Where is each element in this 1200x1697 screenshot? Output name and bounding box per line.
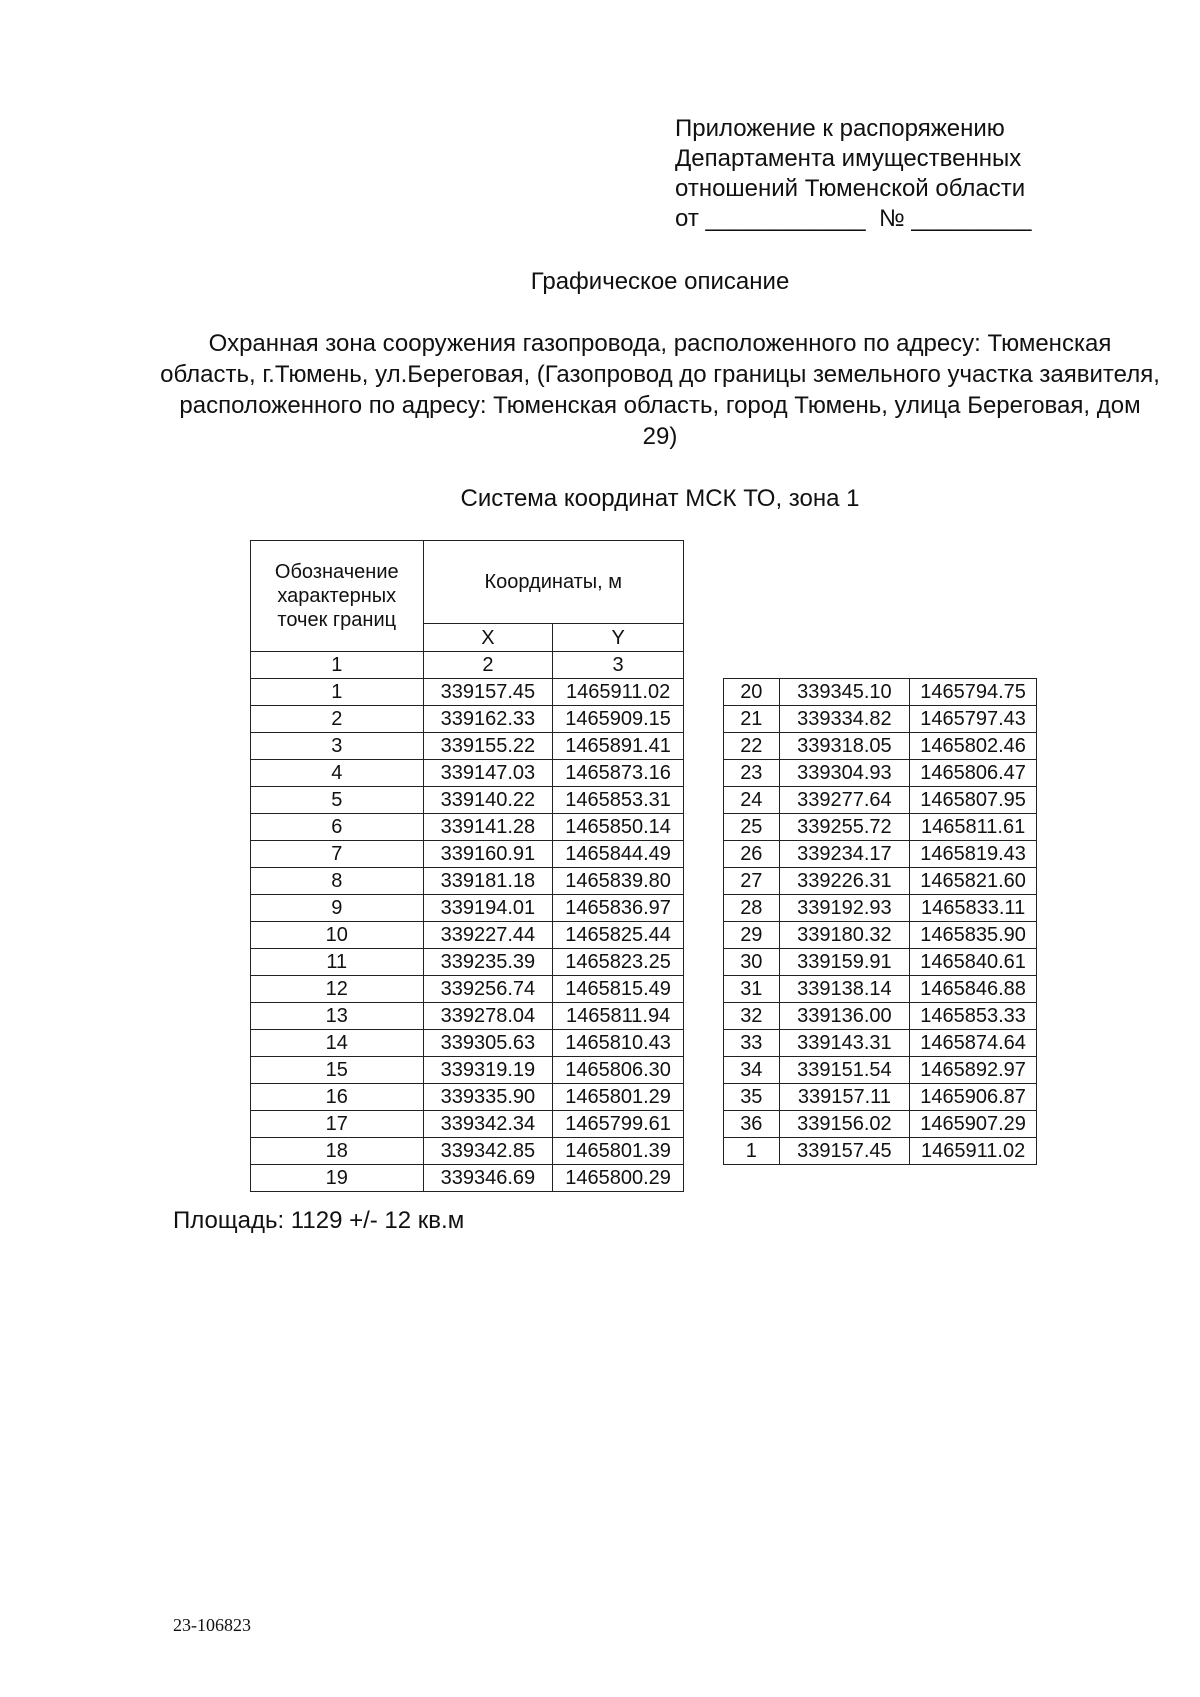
- cell-x: 339138.14: [779, 976, 910, 1003]
- cell-x: 339159.91: [779, 949, 910, 976]
- table-row: [251, 976, 684, 1003]
- cell-point: 34: [724, 1057, 780, 1084]
- table-row: [251, 679, 684, 706]
- table-row: [251, 814, 684, 841]
- cell-point: 35: [724, 1084, 780, 1111]
- annex-line-2: Департамента имущественных: [675, 145, 1022, 172]
- cell-x: 339277.64: [779, 787, 910, 814]
- cell-point: 28: [724, 895, 780, 922]
- cell-x: 339346.69: [423, 1165, 553, 1192]
- cell-x: 339278.04: [423, 1003, 553, 1030]
- cell-x: 339157.45: [779, 1138, 910, 1165]
- table-row: [724, 895, 1037, 922]
- cell-point: 4: [251, 760, 424, 787]
- table-row: [724, 949, 1037, 976]
- table-row: [251, 760, 684, 787]
- cell-point: 15: [251, 1057, 424, 1084]
- cell-x: 339318.05: [779, 733, 910, 760]
- cell-y: 1465821.60: [910, 868, 1037, 895]
- annex-line-1: Приложение к распоряжению: [675, 115, 1005, 142]
- cell-x: 339335.90: [423, 1084, 553, 1111]
- cell-point: 14: [251, 1030, 424, 1057]
- cell-point: 13: [251, 1003, 424, 1030]
- cell-x: 339157.45: [423, 679, 553, 706]
- cell-point: 24: [724, 787, 780, 814]
- table-row: [724, 976, 1037, 1003]
- coordinates-table-left: [250, 540, 684, 1192]
- cell-point: 33: [724, 1030, 780, 1057]
- table-row: [724, 706, 1037, 733]
- cell-point: 25: [724, 814, 780, 841]
- cell-x: 339305.63: [423, 1030, 553, 1057]
- cell-y: 1465811.94: [553, 1003, 684, 1030]
- cell-x: 339342.34: [423, 1111, 553, 1138]
- coords-header: Координаты, м: [423, 541, 683, 624]
- cell-x: 339226.31: [779, 868, 910, 895]
- column-number-row: [251, 652, 684, 679]
- cell-point: 12: [251, 976, 424, 1003]
- annex-header: [675, 114, 1032, 234]
- cell-y: 1465806.47: [910, 760, 1037, 787]
- table-row: [251, 922, 684, 949]
- document-title: Графическое описание: [530, 268, 790, 295]
- cell-y: 1465811.61: [910, 814, 1037, 841]
- cell-x: 339136.00: [779, 1003, 910, 1030]
- cell-point: 36: [724, 1111, 780, 1138]
- cell-y: 1465815.49: [553, 976, 684, 1003]
- table-row: [724, 760, 1037, 787]
- x-header: X: [423, 624, 553, 652]
- cell-point: 5: [251, 787, 424, 814]
- cell-x: 339157.11: [779, 1084, 910, 1111]
- table-row: [724, 841, 1037, 868]
- table-row: [724, 1084, 1037, 1111]
- table-row: [724, 1003, 1037, 1030]
- cell-point: 22: [724, 733, 780, 760]
- cell-point: 30: [724, 949, 780, 976]
- cell-x: 339140.22: [423, 787, 553, 814]
- cell-y: 1465833.11: [910, 895, 1037, 922]
- cell-y: 1465906.87: [910, 1084, 1037, 1111]
- cell-y: 1465801.29: [553, 1084, 684, 1111]
- cell-point: 21: [724, 706, 780, 733]
- cell-point: 1: [724, 1138, 780, 1165]
- cell-y: 1465840.61: [910, 949, 1037, 976]
- cell-y: 1465807.95: [910, 787, 1037, 814]
- cell-y: 1465909.15: [553, 706, 684, 733]
- table-row: [724, 814, 1037, 841]
- cell-x: 339334.82: [779, 706, 910, 733]
- cell-point: 6: [251, 814, 424, 841]
- cell-x: 339160.91: [423, 841, 553, 868]
- table-row: [251, 949, 684, 976]
- column-number-1: 1: [251, 652, 424, 679]
- cell-x: 339151.54: [779, 1057, 910, 1084]
- cell-y: 1465801.39: [553, 1138, 684, 1165]
- cell-y: 1465794.75: [910, 679, 1037, 706]
- cell-y: 1465874.64: [910, 1030, 1037, 1057]
- table-row: [251, 1084, 684, 1111]
- cell-x: 339319.19: [423, 1057, 553, 1084]
- table-row: [251, 706, 684, 733]
- table-row: [724, 679, 1037, 706]
- table-row: [251, 868, 684, 895]
- cell-x: 339234.17: [779, 841, 910, 868]
- table-row: [251, 895, 684, 922]
- cell-point: 8: [251, 868, 424, 895]
- cell-y: 1465891.41: [553, 733, 684, 760]
- cell-x: 339342.85: [423, 1138, 553, 1165]
- cell-point: 1: [251, 679, 424, 706]
- cell-x: 339235.39: [423, 949, 553, 976]
- document-number: 23-106823: [173, 1615, 251, 1635]
- cell-y: 1465835.90: [910, 922, 1037, 949]
- cell-x: 339345.10: [779, 679, 910, 706]
- cell-y: 1465873.16: [553, 760, 684, 787]
- cell-y: 1465797.43: [910, 706, 1037, 733]
- cell-y: 1465853.31: [553, 787, 684, 814]
- table-row: [724, 1138, 1037, 1165]
- area-text: Площадь: 1129 +/- 12 кв.м: [173, 1207, 465, 1234]
- cell-point: 20: [724, 679, 780, 706]
- cell-y: 1465823.25: [553, 949, 684, 976]
- y-header: Y: [553, 624, 684, 652]
- column-number-2: 2: [423, 652, 553, 679]
- coordinate-system: Система координат МСК ТО, зона 1: [460, 485, 860, 512]
- table-row: [251, 1030, 684, 1057]
- cell-point: 31: [724, 976, 780, 1003]
- cell-x: 339304.93: [779, 760, 910, 787]
- points-label-header: Обозначение характерных точек границ: [251, 541, 424, 652]
- cell-y: 1465810.43: [553, 1030, 684, 1057]
- table-row: [724, 733, 1037, 760]
- cell-point: 32: [724, 1003, 780, 1030]
- cell-point: 10: [251, 922, 424, 949]
- zone-description: Охранная зона сооружения газопровода, расположенного по адресу: Тюменская область, г.Тюмень, ул.Береговая, (Газопровод до границы земельного участка заявителя, расположенного по адресу: Тюменская область, город Тюмень, улица Береговая, дом 29): [160, 330, 1160, 450]
- coordinates-table-right: [723, 678, 1037, 1165]
- cell-y: 1465799.61: [553, 1111, 684, 1138]
- cell-point: 29: [724, 922, 780, 949]
- cell-x: 339227.44: [423, 922, 553, 949]
- annex-date-number-line: от ____________ № _________: [675, 205, 1032, 232]
- cell-x: 339255.72: [779, 814, 910, 841]
- cell-y: 1465911.02: [910, 1138, 1037, 1165]
- cell-x: 339155.22: [423, 733, 553, 760]
- cell-y: 1465892.97: [910, 1057, 1037, 1084]
- cell-point: 26: [724, 841, 780, 868]
- cell-x: 339156.02: [779, 1111, 910, 1138]
- cell-x: 339141.28: [423, 814, 553, 841]
- table-row: [724, 868, 1037, 895]
- table-row: [251, 1165, 684, 1192]
- table-row: [251, 1111, 684, 1138]
- table-row: [251, 841, 684, 868]
- cell-point: 2: [251, 706, 424, 733]
- cell-y: 1465907.29: [910, 1111, 1037, 1138]
- cell-x: 339180.32: [779, 922, 910, 949]
- cell-x: 339194.01: [423, 895, 553, 922]
- cell-point: 11: [251, 949, 424, 976]
- cell-x: 339143.31: [779, 1030, 910, 1057]
- cell-x: 339147.03: [423, 760, 553, 787]
- cell-y: 1465802.46: [910, 733, 1037, 760]
- table-row: [251, 1003, 684, 1030]
- cell-x: 339256.74: [423, 976, 553, 1003]
- cell-x: 339181.18: [423, 868, 553, 895]
- cell-y: 1465800.29: [553, 1165, 684, 1192]
- cell-y: 1465825.44: [553, 922, 684, 949]
- table-header-row: [251, 541, 684, 624]
- cell-point: 27: [724, 868, 780, 895]
- cell-point: 17: [251, 1111, 424, 1138]
- cell-y: 1465846.88: [910, 976, 1037, 1003]
- cell-point: 18: [251, 1138, 424, 1165]
- table-row: [251, 1138, 684, 1165]
- table-row: [724, 1057, 1037, 1084]
- table-row: [724, 1111, 1037, 1138]
- table-row: [724, 1030, 1037, 1057]
- table-row: [724, 922, 1037, 949]
- cell-y: 1465844.49: [553, 841, 684, 868]
- cell-point: 9: [251, 895, 424, 922]
- cell-y: 1465806.30: [553, 1057, 684, 1084]
- cell-y: 1465850.14: [553, 814, 684, 841]
- table-row: [251, 787, 684, 814]
- cell-point: 7: [251, 841, 424, 868]
- cell-point: 23: [724, 760, 780, 787]
- cell-x: 339192.93: [779, 895, 910, 922]
- column-number-3: 3: [553, 652, 684, 679]
- cell-y: 1465911.02: [553, 679, 684, 706]
- table-row: [251, 733, 684, 760]
- cell-x: 339162.33: [423, 706, 553, 733]
- table-row: [251, 1057, 684, 1084]
- cell-point: 3: [251, 733, 424, 760]
- cell-y: 1465839.80: [553, 868, 684, 895]
- table-row: [724, 787, 1037, 814]
- cell-y: 1465819.43: [910, 841, 1037, 868]
- cell-point: 19: [251, 1165, 424, 1192]
- cell-y: 1465853.33: [910, 1003, 1037, 1030]
- cell-y: 1465836.97: [553, 895, 684, 922]
- annex-line-3: отношений Тюменской области: [675, 175, 1026, 202]
- cell-point: 16: [251, 1084, 424, 1111]
